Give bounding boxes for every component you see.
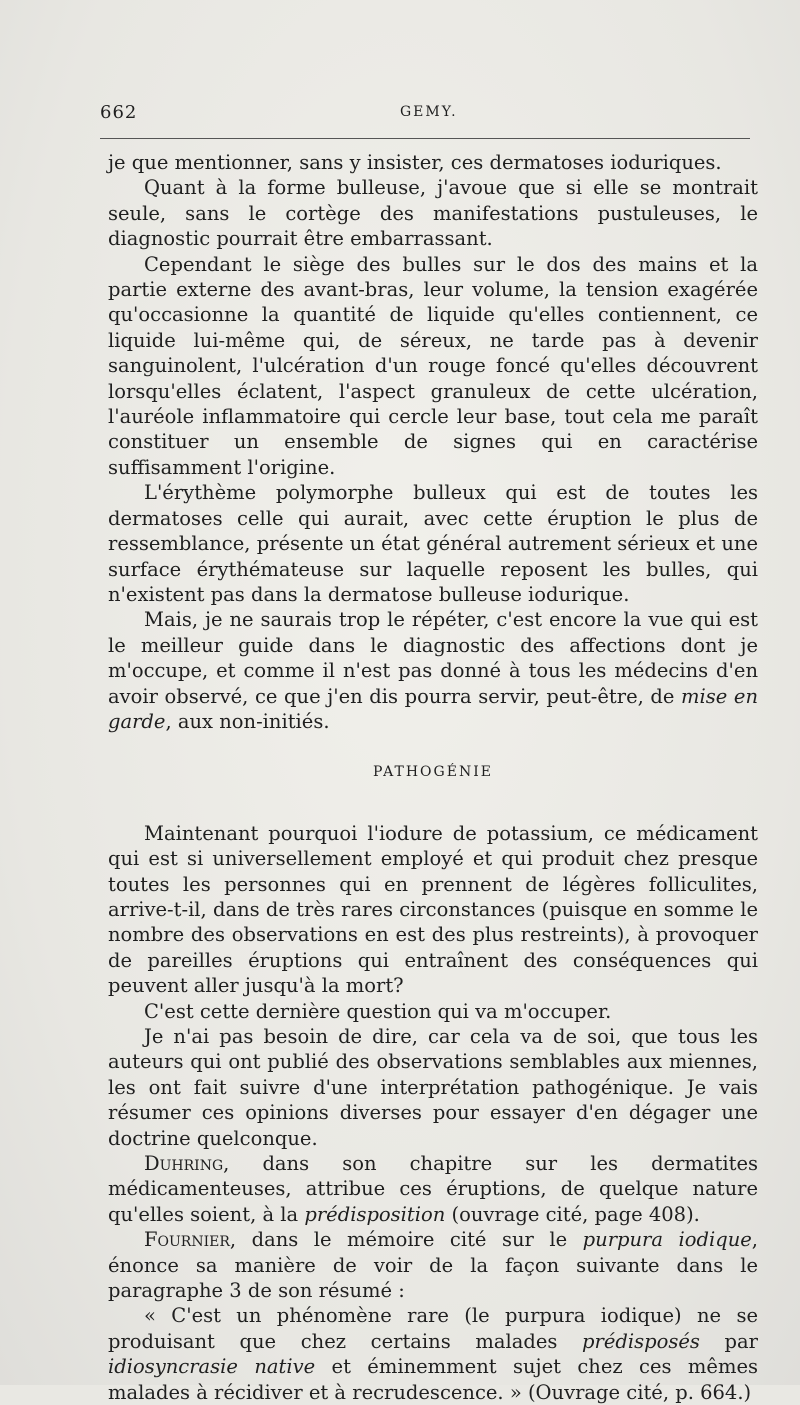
paragraph: Cependant le siège des bulles sur le dos des mains et la partie externe des avant-bras, leur volume, la tension exagérée qu'occasionne la quantité de liquide qu'elles contiennent, ce liquide lui-même qui, de séreux, ne tarde pas à devenir sanguinolent, l'ulcération d'un rouge foncé qu'elles découvrent lorsqu'elles éclatent, l'aspect granuleux de cette ulcération, l'auréole inflammatoire qui cercle leur base, tout cela me paraît constituer un ensemble de signes qui en caractérise suffisamment l'origine.: [108, 252, 758, 479]
paragraph: Quant à la forme bulleuse, j'avoue que si elle se montrait seule, sans le cortège des manifestations pustuleuses, le diagnostic pourrait être embarrassant.: [108, 176, 758, 251]
text-run: , aux non-initiés.: [165, 709, 330, 733]
running-head: GEMY.: [400, 104, 458, 120]
italic-text: mise en garde: [108, 684, 758, 733]
paragraph: je que mentionner, sans y insister, ces dermatoses ioduriques.: [108, 151, 722, 174]
author-name: Fournier: [144, 1228, 230, 1252]
text-run: (ouvrage cité, page 408).: [445, 1202, 700, 1226]
paragraph: [108, 1151, 758, 1227]
text-run: Mais, je ne saurais trop le répéter, c'est encore la vue qui est le meilleur guide dans le diagnostic des affections dont je m'occupe, et comme il n'est pas donné à tous les médecins d'en avoir observé, ce que j'en dis pourra servir, peut-être, de: [108, 608, 758, 708]
paragraph: [108, 1227, 758, 1303]
paragraph: [108, 607, 758, 734]
header-rule: [100, 138, 750, 139]
italic-text: idiosyncrasie native: [108, 1355, 316, 1379]
section-title: PATHOGÉNIE: [373, 764, 493, 781]
paragraph: C'est cette dernière question qui va m'occuper.: [144, 999, 612, 1023]
italic-text: prédisposition: [304, 1202, 446, 1226]
author-name: Duhring: [144, 1152, 224, 1176]
text-run: « C'est un phénomène rare (le purpura iodique) ne se produisant que chez certains malades: [108, 1304, 758, 1353]
paragraph: L'érythème polymorphe bulleux qui est de toutes les dermatoses celle qui aurait, avec cette éruption le plus de ressemblance, présente un état général autrement sérieux et une surface érythémateuse sur laquelle reposent les bulles, qui n'existent pas dans la dermatose bulleuse iodurique.: [108, 481, 758, 606]
page-header: [100, 102, 750, 126]
text-run: , dans le mémoire cité sur le: [229, 1228, 583, 1252]
body-text: [108, 150, 758, 1405]
paragraph: Je n'ai pas besoin de dire, car cela va de soi, que tous les auteurs qui ont publié des observations semblables aux miennes, les ont fait suivre d'une interprétation pathogénique. Je vais résumer ces opinions diverses pour essayer d'en dégager une doctrine quelconque.: [108, 1025, 758, 1150]
text-run: et éminemment sujet chez ces mêmes malades à récidiver et à recrudescence. » (Ouvrage cité, p. 664.): [108, 1355, 758, 1404]
paragraph: Maintenant pourquoi l'iodure de potassium, ce médicament qui est si universellement employé et qui produit chez presque toutes les personnes qui en prennent de légères folliculites, arrive-t-il, dans de très rares circonstances (puisque en somme le nombre des observations en est des plus restreints), à provoquer de pareilles éruptions qui entraînent des conséquences qui peuvent aller jusqu'à la mort?: [108, 821, 758, 998]
italic-text: purpura iodique: [582, 1228, 752, 1252]
text-run: , énonce sa manière de voir de la façon suivante dans le paragraphe 3 de son résumé :: [108, 1228, 758, 1303]
page-number: 662: [100, 102, 138, 123]
text-run: , dans son chapitre sur les dermatites médicamenteuses, attribue ces éruptions, de quelque nature qu'elles soient, à la: [108, 1152, 758, 1226]
quotation: [108, 1303, 758, 1405]
text-run: par: [699, 1329, 758, 1353]
italic-text: prédisposés: [582, 1329, 700, 1353]
